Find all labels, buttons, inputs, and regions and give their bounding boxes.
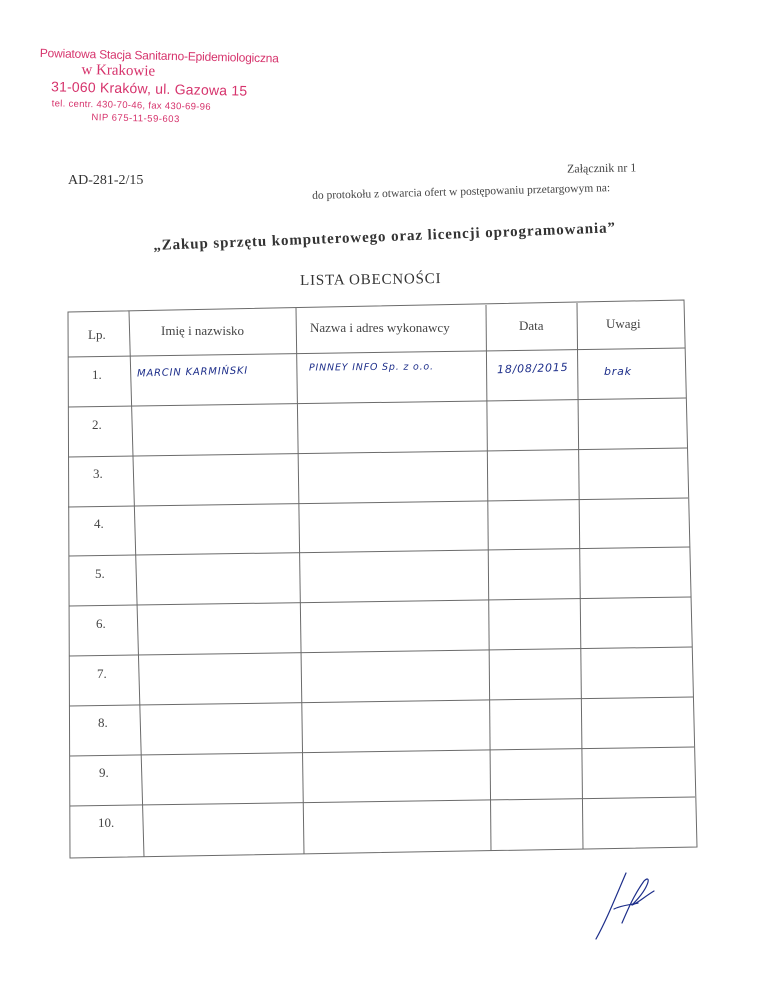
row-number: 9. — [99, 765, 109, 780]
header-lp: Lp. — [88, 327, 106, 342]
signature — [592, 865, 660, 945]
entry-company-handwritten: PINNEY INFO Sp. z o.o. — [308, 361, 434, 374]
header-name: Imię i nazwisko — [161, 323, 245, 338]
stamp-phone-fax: tel. centr. 430-70-46, fax 430-69-96 — [51, 98, 211, 113]
row-number: 8. — [98, 715, 108, 730]
header-notes: Uwagi — [606, 316, 641, 331]
header-date: Data — [519, 318, 544, 333]
row-number: 4. — [94, 516, 104, 531]
row-number: 2. — [92, 417, 102, 432]
row-number: 3. — [93, 466, 103, 481]
entry-name-handwritten: MARCIN KARMIŃSKI — [136, 365, 249, 380]
row-number: 10. — [98, 815, 115, 830]
stamp-institution-name: Powiatowa Stacja Sanitarno-Epidemiologiczna — [39, 46, 279, 66]
header-company: Nazwa i adres wykonawcy — [310, 320, 450, 335]
row-number: 1. — [92, 367, 102, 382]
attachment-label: Załącznik nr 1 — [566, 160, 637, 176]
reference-number: AD-281-2/15 — [68, 173, 144, 188]
stamp-address: 31-060 Kraków, ul. Gazowa 15 — [50, 78, 248, 99]
row-number: 6. — [96, 616, 106, 631]
entry-notes-handwritten: brak — [604, 365, 632, 378]
entry-date-handwritten: 18/08/2015 — [496, 360, 569, 377]
procurement-subject: „Zakup sprzętu komputerowego oraz licencji oprogramowania” — [153, 220, 617, 254]
page-title: LISTA OBECNOŚCI — [300, 271, 442, 289]
protocol-line: do protokołu z otwarcia ofert w postępowaniu przetargowym na: — [312, 182, 611, 202]
stamp-city: w Krakowie — [81, 61, 156, 80]
row-number: 7. — [97, 666, 107, 681]
row-number: 5. — [95, 566, 105, 581]
stamp-nip: NIP 675-11-59-603 — [91, 112, 180, 126]
